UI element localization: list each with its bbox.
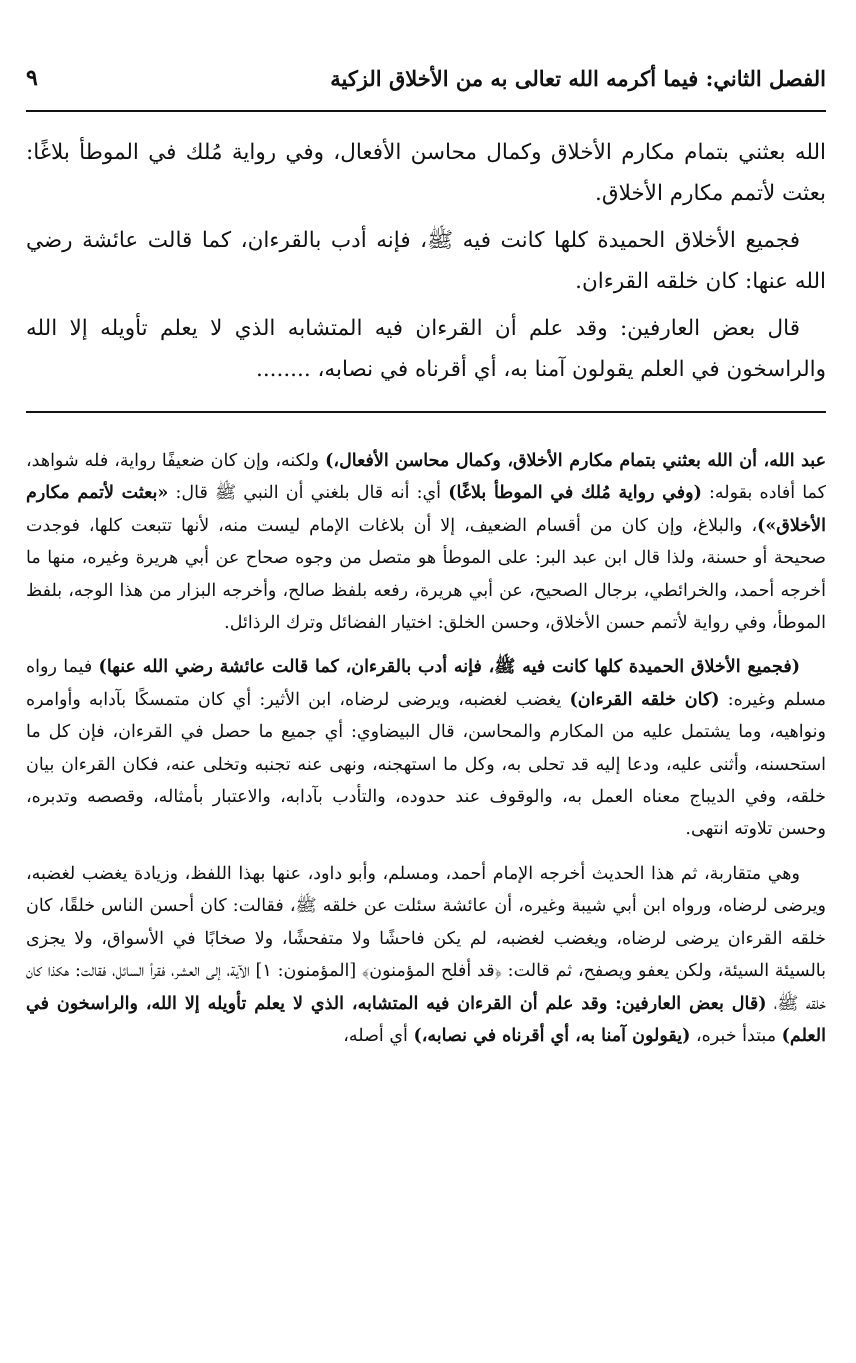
quoted-text: (قال بعض العارفين: وقد علم أن القرءان فيه المتشابه، الذي لا يعلم تأويله إلا الله، والراسخون في العلم)	[26, 993, 826, 1046]
book-page	[26, 0, 826, 1363]
quoted-text: (كان خلقه القرءان)	[569, 689, 720, 710]
quoted-text: عبد الله، أن الله بعثني بتمام مكارم الأخلاق، وكمال محاسن الأفعال،)	[325, 451, 827, 471]
commentary-text: ولكنه، وإن كان ضعيفًا رواية، فله شواهد، كما أفاده بقوله:	[26, 451, 827, 504]
chapter-title: الفصل الثاني: فيما أكرمه الله تعالى به من الأخلاق الزكية	[330, 65, 826, 91]
commentary	[26, 445, 826, 1064]
quoted-text: (يقولون آمنا به، أي أقرناه في نصابه،)	[413, 1025, 691, 1046]
commentary-paragraph	[26, 858, 826, 1052]
running-header	[26, 58, 826, 98]
commentary-paragraph	[26, 651, 826, 845]
quoted-text: (فجميع الأخلاق الحميدة كلها كانت فيه ﷺ، فإنه أدب بالقرءان، كما قالت عائشة رضي الله عنها)	[98, 657, 800, 678]
commentary-text: فيما رواه مسلم وغيره:	[26, 657, 826, 710]
quoted-text: «بعثت لأتمم مكارم الأخلاق»)	[26, 483, 826, 536]
main-text-paragraph: الله بعثني بتمام مكارم الأخلاق وكمال محاسن الأفعال، وفي رواية مُلك في الموطأ بلاغًا: بعثت لأتمم مكارم الأخلاق.	[26, 140, 826, 206]
main-text-paragraph: قال بعض العارفين: وقد علم أن القرءان فيه المتشابه الذي لا يعلم تأويله إلا الله والراسخون في العلم يقولون آمنا به، أي أقرناه في نصابه، ........	[26, 316, 826, 382]
commentary-paragraph	[26, 445, 826, 639]
commentary-text: أي أصله،	[343, 1025, 414, 1046]
commentary-text: يغضب لغضبه، ويرضى لرضاه، ابن الأثير: أي كان متمسكًا بآدابه وأوامره ونواهيه، وما يشتمل عليه من المكارم والمحاسن، قال البيضاوي: أي جميع ما حصل في القرءان، فإن كل ما استحسنه، وأثنى عليه، ودعا إليه قد تحلى به، وكل ما استهجنه، ونهى عنه تجنبه وتخلى عنه، فكان القرءان بيان خلقه، وفي الديباج معناه العمل به، والوقوف عند حدوده، والتأدب بآدابه، والاعتبار بأمثاله، وقصصه وتدبره، وحسن تلاوته انتهى.	[26, 689, 826, 840]
page-number: ٩	[26, 65, 38, 91]
main-text-paragraph: فجميع الأخلاق الحميدة كلها كانت فيه ﷺ، فإنه أدب بالقرءان، كما قالت عائشة رضي الله عنها: كان خلقه القرءان.	[26, 228, 826, 294]
commentary-text: وهي متقاربة، ثم هذا الحديث أخرجه الإمام أحمد، ومسلم، وأبو داود، عنها بهذا اللفظ، وزيادة يغضب لغضبه، ويرضى لرضاه، ورواه ابن أبي شيبة وغيره، أن عائشة سئلت عن خلقه ﷺ، فقالت: كان أحسن الناس خلقًا، كان خلقه القرءان يرضى لرضاه، ويغضب لغضبه، لم يكن فاحشًا ولا متفحشًا، ولا صخابًا في الأسواق، ولا يجزى بالسيئة السيئة، ولكن يعفو ويصفح، ثم قالت: ﴿قد أفلح المؤمنون﴾ [المؤمنون: ١] الآية، إلى العشر، فقرأ السائل، فقالت: هكذا كان خلقه ﷺ،	[26, 863, 826, 1014]
main-text	[26, 132, 826, 396]
quoted-text: (وفي رواية مُلك في الموطأ بلاغًا)	[448, 483, 702, 504]
header-rule	[26, 110, 826, 112]
commentary-text: ، والبلاغ، وإن كان من أقسام الضعيف، إلا أن بلاغات الإمام ليست منه، لأنها تتبعت كلها، فوجدت صحيحة أو حسنة، ولذا قال ابن عبد البر: على الموطأ هو متصل من وجوه صحاح عن أبي هريرة وغيره، منها ما أخرجه أحمد، والخرائطي، برجال الصحيح، عن أبي هريرة، رفعه بلفظ صالح، وأخرجه البزار من هذا الوجه، بلفظ الموطأ، وفي رواية لأتمم حسن الأخلاق، وحسن الخلق: اختيار الفضائل وترك الرذائل.	[26, 515, 826, 634]
separator-rule	[26, 411, 826, 413]
commentary-text: أي: أنه قال بلغني أن النبي ﷺ قال:	[168, 483, 449, 504]
commentary-text: مبتدأ خبره،	[690, 1025, 782, 1046]
